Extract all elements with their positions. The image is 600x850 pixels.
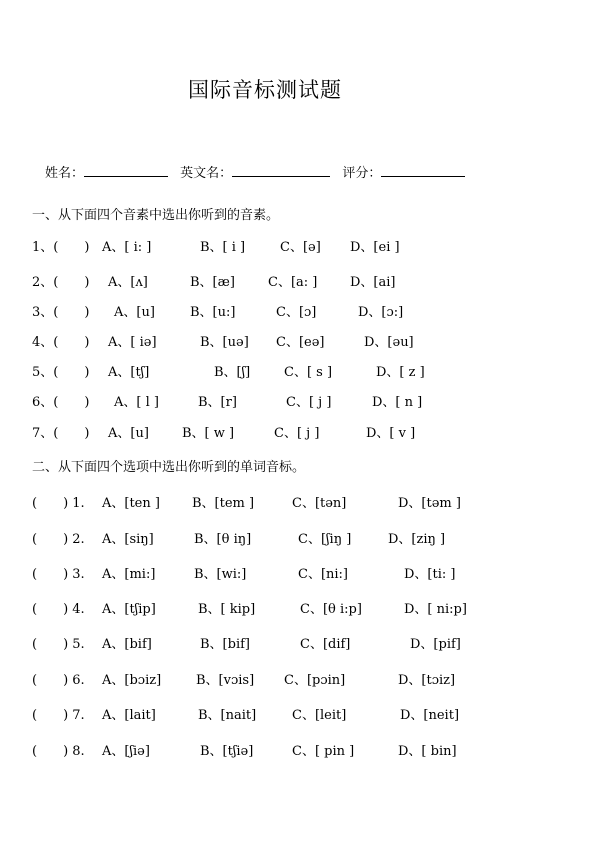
option-d[interactable]: D、[ai] <box>350 275 396 290</box>
option-a[interactable]: A、[u] <box>108 426 149 441</box>
option-b[interactable]: B、[ʃ] <box>214 365 251 380</box>
option-c[interactable]: C、[ pin ] <box>292 744 355 759</box>
option-a[interactable]: A、[ʃiə] <box>102 744 150 759</box>
option-c[interactable]: C、[dif] <box>300 637 351 652</box>
option-d[interactable]: D、[ ni:p] <box>404 602 467 617</box>
answer-blank[interactable]: 3、( ) <box>32 305 90 320</box>
answer-blank[interactable]: 4、( ) <box>32 335 90 350</box>
option-d[interactable]: D、[ z ] <box>376 365 425 380</box>
option-b[interactable]: B、[æ] <box>190 275 235 290</box>
section-2-heading: 二、从下面四个选项中选出你听到的单词音标。 <box>32 460 306 475</box>
answer-blank[interactable]: ( ) 7. <box>32 708 85 723</box>
option-d[interactable]: D、[tɔiz] <box>398 673 456 688</box>
option-b[interactable]: B、[tem ] <box>192 496 255 511</box>
option-a[interactable]: A、[ l ] <box>114 395 159 410</box>
option-b[interactable]: B、[ i ] <box>200 240 246 255</box>
option-d[interactable]: D、[pif] <box>410 637 461 652</box>
option-c[interactable]: C、[tən] <box>292 496 347 511</box>
option-a[interactable]: A、[mi:] <box>102 567 156 582</box>
score-blank[interactable] <box>381 162 465 177</box>
option-c[interactable]: C、[leit] <box>292 708 347 723</box>
option-d[interactable]: D、[neit] <box>400 708 460 723</box>
option-c[interactable]: C、[a: ] <box>268 275 318 290</box>
option-b[interactable]: B、[vɔis] <box>196 673 255 688</box>
option-b[interactable]: B、[ kip] <box>198 602 256 617</box>
option-c[interactable]: C、[pɔin] <box>284 673 346 688</box>
option-a[interactable]: A、[u] <box>114 305 155 320</box>
option-b[interactable]: B、[ w ] <box>182 426 235 441</box>
answer-blank[interactable]: ( ) 5. <box>32 637 85 652</box>
answer-blank[interactable]: 6、( ) <box>32 395 90 410</box>
option-d[interactable]: D、[əu] <box>364 335 414 350</box>
option-c[interactable]: C、[ j ] <box>274 426 320 441</box>
name-blank[interactable] <box>84 162 168 177</box>
score-label: 评分： <box>342 166 382 181</box>
option-a[interactable]: A、[ iə] <box>108 335 157 350</box>
option-a[interactable]: A、[lait] <box>102 708 156 723</box>
answer-blank[interactable]: ( ) 4. <box>32 602 85 617</box>
option-c[interactable]: C、[θ i:p] <box>300 602 362 617</box>
option-d[interactable]: D、[ti: ] <box>404 567 456 582</box>
option-a[interactable]: A、[ʌ] <box>108 275 148 290</box>
option-c[interactable]: C、[ɔ] <box>276 305 317 320</box>
option-b[interactable]: B、[nait] <box>198 708 257 723</box>
option-a[interactable]: A、[tʃip] <box>102 602 156 617</box>
option-b[interactable]: B、[tʃiə] <box>200 744 254 759</box>
option-c[interactable]: C、[ni:] <box>298 567 349 582</box>
option-c[interactable]: C、[eə] <box>276 335 325 350</box>
option-d[interactable]: D、[ɔ:] <box>358 305 404 320</box>
option-d[interactable]: D、[ei ] <box>350 240 400 255</box>
option-a[interactable]: A、[siŋ] <box>102 532 154 547</box>
answer-blank[interactable]: ( ) 1. <box>32 496 85 511</box>
option-c[interactable]: C、[ʃiŋ ] <box>298 532 352 547</box>
option-c[interactable]: C、[ s ] <box>284 365 333 380</box>
option-d[interactable]: D、[ bin] <box>398 744 457 759</box>
option-a[interactable]: A、[bif] <box>102 637 152 652</box>
answer-blank[interactable]: 1、( ) <box>32 240 90 255</box>
option-c[interactable]: C、[ j ] <box>286 395 332 410</box>
option-d[interactable]: D、[təm ] <box>398 496 461 511</box>
answer-blank[interactable]: ( ) 6. <box>32 673 85 688</box>
option-a[interactable]: A、[tʃ] <box>108 365 150 380</box>
option-d[interactable]: D、[ziŋ ] <box>388 532 446 547</box>
option-a[interactable]: A、[bɔiz] <box>102 673 162 688</box>
option-b[interactable]: B、[θ iŋ] <box>194 532 252 547</box>
answer-blank[interactable]: 7、( ) <box>32 426 90 441</box>
answer-blank[interactable]: ( ) 3. <box>32 567 85 582</box>
english-name-label: 英文名： <box>180 166 233 181</box>
name-label: 姓名： <box>45 166 85 181</box>
option-b[interactable]: B、[u:] <box>190 305 236 320</box>
option-c[interactable]: C、[ə] <box>280 240 321 255</box>
answer-blank[interactable]: 2、( ) <box>32 275 90 290</box>
option-d[interactable]: D、[ n ] <box>372 395 423 410</box>
student-info-line <box>45 162 473 181</box>
english-name-blank[interactable] <box>232 162 330 177</box>
answer-blank[interactable]: ( ) 2. <box>32 532 85 547</box>
section-1-heading: 一、从下面四个音素中选出你听到的音素。 <box>32 208 280 223</box>
option-a[interactable]: A、[ i: ] <box>102 240 152 255</box>
page-title: 国际音标测试题 <box>188 78 342 102</box>
answer-blank[interactable]: 5、( ) <box>32 365 90 380</box>
option-b[interactable]: B、[uə] <box>200 335 249 350</box>
option-d[interactable]: D、[ v ] <box>366 426 416 441</box>
option-b[interactable]: B、[r] <box>198 395 237 410</box>
option-b[interactable]: B、[wi:] <box>194 567 247 582</box>
option-b[interactable]: B、[bif] <box>200 637 250 652</box>
answer-blank[interactable]: ( ) 8. <box>32 744 85 759</box>
option-a[interactable]: A、[ten ] <box>102 496 160 511</box>
